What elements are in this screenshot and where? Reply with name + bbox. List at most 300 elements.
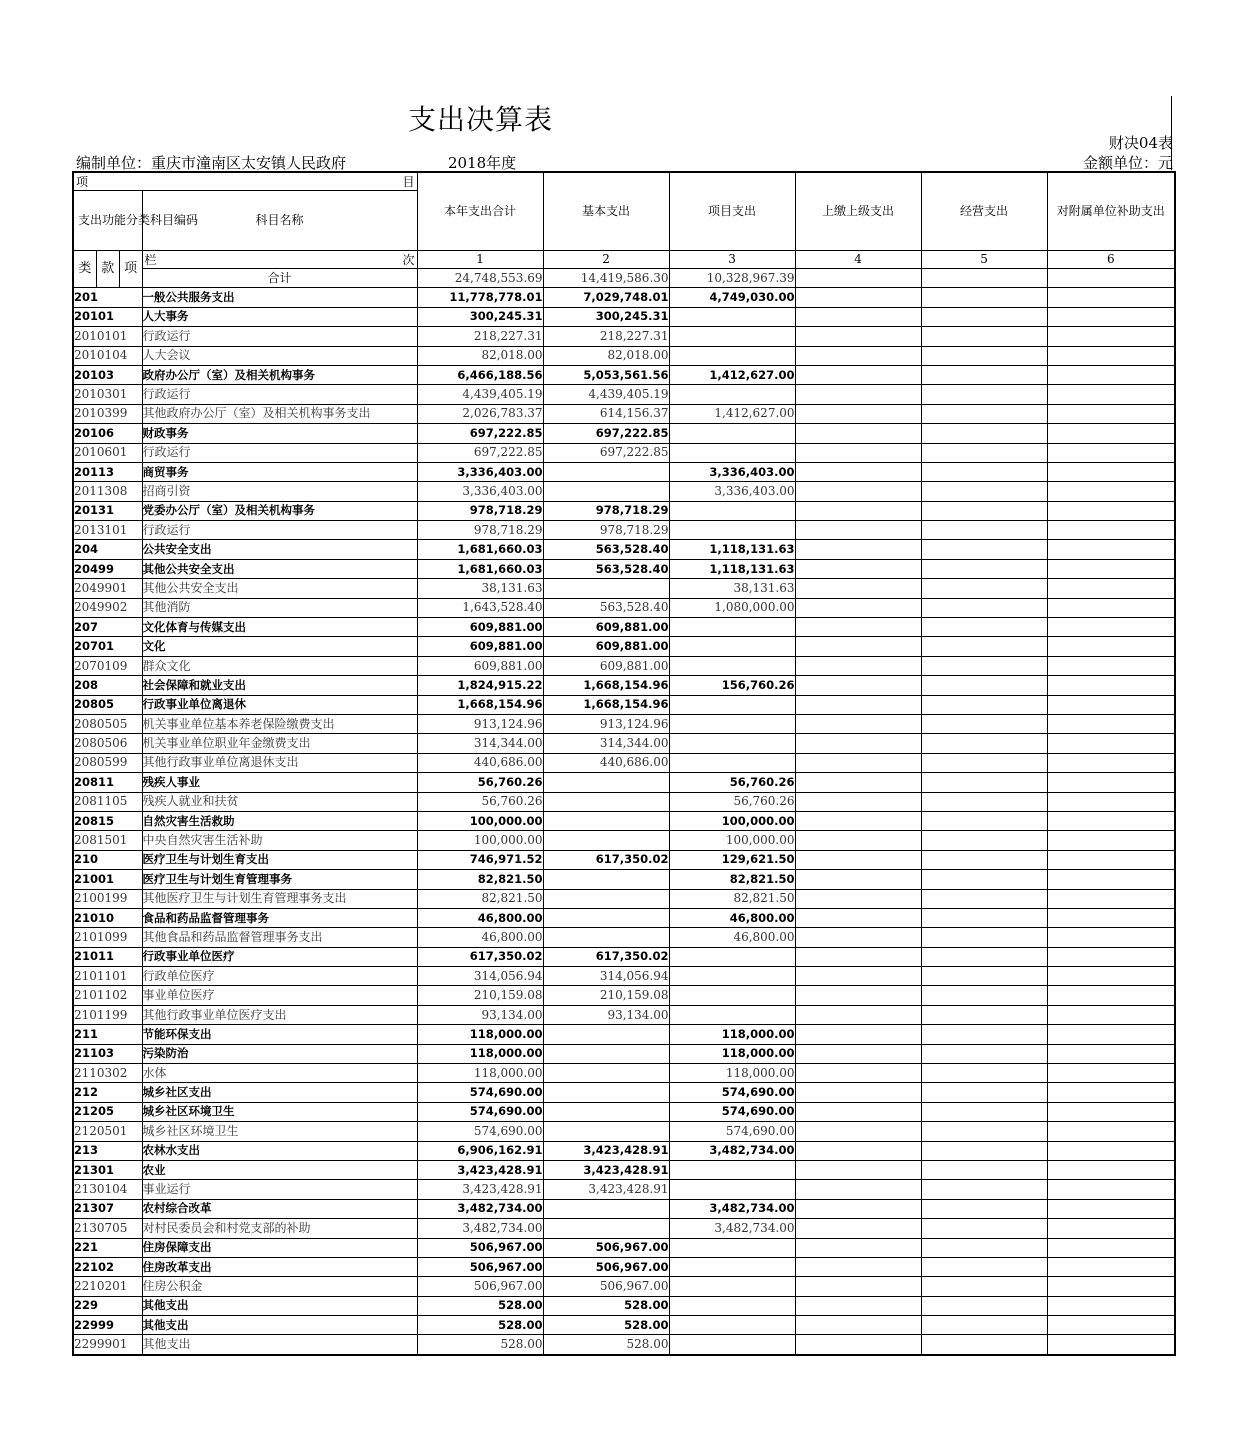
amount-upper [795, 870, 921, 889]
amount-business [921, 908, 1047, 927]
subject-name: 其他消防 [142, 598, 417, 617]
amount-project [669, 1257, 795, 1276]
amount-basic: 314,344.00 [543, 734, 669, 753]
amount-basic: 528.00 [543, 1316, 669, 1335]
amount-upper [795, 1160, 921, 1179]
amount-upper [795, 1296, 921, 1315]
amount-business [921, 695, 1047, 714]
item-label: 项 [124, 261, 138, 276]
col-index-3: 3 [669, 251, 795, 269]
subject-code: 21205 [73, 1102, 142, 1121]
table-row [73, 424, 1175, 443]
amount-project: 100,000.00 [669, 831, 795, 850]
subject-name: 机关事业单位基本养老保险缴费支出 [142, 714, 417, 733]
subject-name: 公共安全支出 [142, 540, 417, 559]
amount-project: 118,000.00 [669, 1064, 795, 1083]
amount-upper [795, 307, 921, 326]
subject-name: 污染防治 [142, 1044, 417, 1063]
amount-business [921, 637, 1047, 656]
amount-subsidy [1047, 928, 1175, 947]
table-row [73, 1025, 1175, 1044]
amount-total: 617,350.02 [417, 947, 543, 966]
table-row [73, 462, 1175, 481]
amount-upper [795, 1199, 921, 1218]
amount-business [921, 1083, 1047, 1102]
table-row [73, 1160, 1175, 1179]
subject-code: 21011 [73, 947, 142, 966]
amount-project: 1,118,131.63 [669, 559, 795, 578]
subject-code: 212 [73, 1083, 142, 1102]
amount-total: 1,681,660.03 [417, 559, 543, 578]
subject-code: 2101101 [73, 967, 142, 986]
amount-upper [795, 1025, 921, 1044]
amount-subsidy [1047, 1335, 1175, 1355]
amount-project: 3,482,734.00 [669, 1219, 795, 1238]
amount-subsidy [1047, 1257, 1175, 1276]
subject-name: 其他政府办公厅（室）及相关机构事务支出 [142, 404, 417, 423]
table-row [73, 676, 1175, 695]
amount-project: 46,800.00 [669, 908, 795, 927]
amount-subsidy [1047, 1277, 1175, 1296]
amount-business [921, 424, 1047, 443]
total-basic: 14,419,586.30 [543, 269, 669, 288]
table-row [73, 579, 1175, 598]
table-row [73, 307, 1175, 326]
amount-total: 528.00 [417, 1335, 543, 1355]
amount-basic [543, 773, 669, 792]
amount-subsidy [1047, 1199, 1175, 1218]
amount-upper [795, 695, 921, 714]
amount-total: 3,423,428.91 [417, 1160, 543, 1179]
table-row [73, 850, 1175, 869]
amount-subsidy [1047, 637, 1175, 656]
subject-name: 行政运行 [142, 327, 417, 346]
amount-subsidy [1047, 695, 1175, 714]
amount-upper [795, 928, 921, 947]
subject-code: 2049902 [73, 598, 142, 617]
amount-total: 746,971.52 [417, 850, 543, 869]
subject-name: 其他医疗卫生与计划生育管理事务支出 [142, 889, 417, 908]
table-row [73, 327, 1175, 346]
table-row [73, 1316, 1175, 1335]
total-project: 10,328,967.39 [669, 269, 795, 288]
amount-basic [543, 1083, 669, 1102]
amount-upper [795, 1335, 921, 1355]
amount-total: 82,018.00 [417, 346, 543, 365]
amount-business [921, 579, 1047, 598]
subject-code: 21001 [73, 870, 142, 889]
amount-basic: 1,668,154.96 [543, 695, 669, 714]
subject-name: 招商引资 [142, 482, 417, 501]
item-header-cell [73, 172, 417, 191]
col-index-6: 6 [1047, 251, 1175, 269]
amount-subsidy [1047, 1005, 1175, 1024]
amount-project [669, 714, 795, 733]
amount-total: 528.00 [417, 1316, 543, 1335]
amount-total: 978,718.29 [417, 521, 543, 540]
subject-code: 20499 [73, 559, 142, 578]
amount-project: 118,000.00 [669, 1044, 795, 1063]
amount-business [921, 443, 1047, 462]
table-row [73, 618, 1175, 637]
amount-basic [543, 1122, 669, 1141]
subject-code: 2010101 [73, 327, 142, 346]
amount-basic [543, 1219, 669, 1238]
col-header-business: 经营支出 [921, 172, 1047, 251]
subject-name: 文化体育与传媒支出 [142, 618, 417, 637]
amount-total: 609,881.00 [417, 618, 543, 637]
amount-business [921, 1044, 1047, 1063]
subject-code: 213 [73, 1141, 142, 1160]
amount-business [921, 811, 1047, 830]
amount-total: 118,000.00 [417, 1044, 543, 1063]
amount-upper [795, 656, 921, 675]
col-left-label: 栏 [144, 253, 157, 267]
amount-business [921, 288, 1047, 307]
subject-name: 其他行政事业单位医疗支出 [142, 1005, 417, 1024]
amount-business [921, 656, 1047, 675]
amount-project: 3,336,403.00 [669, 482, 795, 501]
table-row [73, 385, 1175, 404]
amount-basic: 563,528.40 [543, 598, 669, 617]
amount-upper [795, 947, 921, 966]
total-label: 合计 [142, 269, 417, 288]
amount-upper [795, 288, 921, 307]
subject-name: 城乡社区环境卫生 [142, 1102, 417, 1121]
subject-name: 财政事务 [142, 424, 417, 443]
code-header: 支出功能分类科目编码 [73, 191, 142, 251]
subject-code: 22999 [73, 1316, 142, 1335]
section-label: 款 [97, 251, 120, 287]
subject-code: 2101199 [73, 1005, 142, 1024]
amount-business [921, 734, 1047, 753]
table-row [73, 928, 1175, 947]
amount-upper [795, 618, 921, 637]
amount-total: 210,159.08 [417, 986, 543, 1005]
amount-project: 129,621.50 [669, 850, 795, 869]
amount-project [669, 501, 795, 520]
col-header-total: 本年支出合计 [417, 172, 543, 251]
amount-business [921, 598, 1047, 617]
amount-project: 118,000.00 [669, 1025, 795, 1044]
amount-total: 314,344.00 [417, 734, 543, 753]
amount-upper [795, 385, 921, 404]
subject-code: 21307 [73, 1199, 142, 1218]
amount-basic: 506,967.00 [543, 1238, 669, 1257]
subject-code: 2080599 [73, 753, 142, 772]
amount-business [921, 986, 1047, 1005]
subject-code: 21103 [73, 1044, 142, 1063]
amount-subsidy [1047, 1083, 1175, 1102]
amount-basic [543, 1044, 669, 1063]
amount-upper [795, 1122, 921, 1141]
total-business [921, 269, 1047, 288]
subject-name: 其他支出 [142, 1296, 417, 1315]
amount-upper [795, 559, 921, 578]
amount-upper [795, 986, 921, 1005]
table-row [73, 1083, 1175, 1102]
subject-code: 20101 [73, 307, 142, 326]
amount-subsidy [1047, 1180, 1175, 1199]
table-row [73, 482, 1175, 501]
subject-name: 对村民委员会和村党支部的补助 [142, 1219, 417, 1238]
subject-code: 20701 [73, 637, 142, 656]
subject-name: 其他公共安全支出 [142, 559, 417, 578]
amount-basic: 3,423,428.91 [543, 1180, 669, 1199]
amount-business [921, 1199, 1047, 1218]
table-row [73, 1257, 1175, 1276]
amount-project: 38,131.63 [669, 579, 795, 598]
table-row [73, 734, 1175, 753]
amount-upper [795, 424, 921, 443]
amount-total: 528.00 [417, 1296, 543, 1315]
table-row [73, 656, 1175, 675]
subject-code: 2010301 [73, 385, 142, 404]
table-row [73, 870, 1175, 889]
amount-project [669, 1005, 795, 1024]
amount-subsidy [1047, 734, 1175, 753]
amount-project: 3,336,403.00 [669, 462, 795, 481]
subject-name: 行政运行 [142, 385, 417, 404]
amount-subsidy [1047, 404, 1175, 423]
amount-business [921, 1122, 1047, 1141]
amount-total: 506,967.00 [417, 1277, 543, 1296]
col-right-label: 次 [402, 253, 415, 267]
subject-code: 2110302 [73, 1064, 142, 1083]
amount-subsidy [1047, 1219, 1175, 1238]
table-row [73, 521, 1175, 540]
amount-business [921, 307, 1047, 326]
amount-upper [795, 734, 921, 753]
amount-project: 1,118,131.63 [669, 540, 795, 559]
table-row [73, 346, 1175, 365]
amount-subsidy [1047, 656, 1175, 675]
amount-business [921, 889, 1047, 908]
amount-total: 1,681,660.03 [417, 540, 543, 559]
table-row [73, 792, 1175, 811]
amount-total: 6,906,162.91 [417, 1141, 543, 1160]
amount-basic: 609,881.00 [543, 618, 669, 637]
subject-code: 211 [73, 1025, 142, 1044]
col-index-label-cell [142, 251, 417, 269]
amount-total: 314,056.94 [417, 967, 543, 986]
amount-basic: 5,053,561.56 [543, 365, 669, 384]
table-row [73, 773, 1175, 792]
table-row [73, 986, 1175, 1005]
amount-business [921, 346, 1047, 365]
amount-subsidy [1047, 947, 1175, 966]
subject-code: 2081105 [73, 792, 142, 811]
amount-upper [795, 714, 921, 733]
amount-basic: 528.00 [543, 1296, 669, 1315]
table-row [73, 637, 1175, 656]
amount-basic: 609,881.00 [543, 637, 669, 656]
subject-code: 2101099 [73, 928, 142, 947]
amount-subsidy [1047, 773, 1175, 792]
subject-name: 行政事业单位离退休 [142, 695, 417, 714]
amount-project: 574,690.00 [669, 1102, 795, 1121]
subject-code: 2081501 [73, 831, 142, 850]
amount-upper [795, 598, 921, 617]
name-header: 科目名称 [142, 191, 417, 251]
amount-basic: 506,967.00 [543, 1257, 669, 1276]
table-row [73, 1180, 1175, 1199]
subject-name: 行政运行 [142, 521, 417, 540]
amount-business [921, 540, 1047, 559]
amount-basic: 563,528.40 [543, 540, 669, 559]
amount-basic: 697,222.85 [543, 424, 669, 443]
subject-name: 一般公共服务支出 [142, 288, 417, 307]
amount-upper [795, 1180, 921, 1199]
amount-basic: 218,227.31 [543, 327, 669, 346]
amount-subsidy [1047, 870, 1175, 889]
table-row [73, 540, 1175, 559]
subject-name: 农业 [142, 1160, 417, 1179]
amount-business [921, 1102, 1047, 1121]
subject-code: 20113 [73, 462, 142, 481]
table-row [73, 753, 1175, 772]
subject-name: 食品和药品监督管理事务 [142, 908, 417, 927]
amount-project: 1,412,627.00 [669, 404, 795, 423]
amount-business [921, 967, 1047, 986]
amount-upper [795, 1219, 921, 1238]
amount-subsidy [1047, 521, 1175, 540]
amount-project: 574,690.00 [669, 1122, 795, 1141]
amount-upper [795, 1277, 921, 1296]
subject-name: 政府办公厅（室）及相关机构事务 [142, 365, 417, 384]
amount-upper [795, 365, 921, 384]
amount-business [921, 1025, 1047, 1044]
amount-business [921, 482, 1047, 501]
total-upper [795, 269, 921, 288]
subject-code: 2100199 [73, 889, 142, 908]
subject-code: 208 [73, 676, 142, 695]
amount-subsidy [1047, 908, 1175, 927]
amount-total: 3,336,403.00 [417, 482, 543, 501]
table-row [73, 501, 1175, 520]
subject-code: 21301 [73, 1160, 142, 1179]
amount-project: 56,760.26 [669, 792, 795, 811]
subject-code: 2070109 [73, 656, 142, 675]
amount-basic: 506,967.00 [543, 1277, 669, 1296]
table-row [73, 1238, 1175, 1257]
subject-name: 城乡社区支出 [142, 1083, 417, 1102]
amount-project [669, 618, 795, 637]
amount-subsidy [1047, 1025, 1175, 1044]
amount-project [669, 346, 795, 365]
amount-subsidy [1047, 482, 1175, 501]
subject-code: 20815 [73, 811, 142, 830]
amount-subsidy [1047, 1044, 1175, 1063]
amount-total: 1,668,154.96 [417, 695, 543, 714]
amount-project [669, 734, 795, 753]
amount-subsidy [1047, 967, 1175, 986]
subject-code: 2049901 [73, 579, 142, 598]
amount-subsidy [1047, 462, 1175, 481]
amount-basic [543, 908, 669, 927]
table-row [73, 598, 1175, 617]
subject-name: 机关事业单位职业年金缴费支出 [142, 734, 417, 753]
amount-subsidy [1047, 365, 1175, 384]
table-row [73, 1219, 1175, 1238]
amount-basic [543, 1102, 669, 1121]
amount-subsidy [1047, 501, 1175, 520]
amount-basic: 563,528.40 [543, 559, 669, 578]
amount-subsidy [1047, 1296, 1175, 1315]
amount-business [921, 753, 1047, 772]
amount-total: 609,881.00 [417, 656, 543, 675]
amount-subsidy [1047, 714, 1175, 733]
amount-project: 3,482,734.00 [669, 1199, 795, 1218]
amount-basic [543, 792, 669, 811]
amount-basic: 978,718.29 [543, 501, 669, 520]
amount-project: 156,760.26 [669, 676, 795, 695]
amount-business [921, 1238, 1047, 1257]
amount-subsidy [1047, 811, 1175, 830]
amount-subsidy [1047, 618, 1175, 637]
kind-label: 类 [74, 251, 97, 287]
amount-project: 4,749,030.00 [669, 288, 795, 307]
table-row [73, 1064, 1175, 1083]
total-subsidy [1047, 269, 1175, 288]
amount-basic: 614,156.37 [543, 404, 669, 423]
amount-basic [543, 889, 669, 908]
subject-name: 人大事务 [142, 307, 417, 326]
item-right-label: 目 [402, 175, 415, 189]
subject-name: 自然灾害生活救助 [142, 811, 417, 830]
amount-project [669, 385, 795, 404]
amount-upper [795, 1064, 921, 1083]
amount-subsidy [1047, 986, 1175, 1005]
amount-basic [543, 831, 669, 850]
subject-name: 医疗卫生与计划生育管理事务 [142, 870, 417, 889]
table-row [73, 1122, 1175, 1141]
table-row [73, 695, 1175, 714]
amount-subsidy [1047, 1160, 1175, 1179]
amount-total: 93,134.00 [417, 1005, 543, 1024]
amount-subsidy [1047, 288, 1175, 307]
amount-subsidy [1047, 1064, 1175, 1083]
amount-business [921, 385, 1047, 404]
amount-business [921, 1257, 1047, 1276]
subject-code: 2010399 [73, 404, 142, 423]
subject-code: 2210201 [73, 1277, 142, 1296]
subject-code: 2130104 [73, 1180, 142, 1199]
amount-total: 1,824,915.22 [417, 676, 543, 695]
amount-basic: 314,056.94 [543, 967, 669, 986]
amount-total: 6,466,188.56 [417, 365, 543, 384]
amount-total: 300,245.31 [417, 307, 543, 326]
subject-name: 社会保障和就业支出 [142, 676, 417, 695]
amount-business [921, 676, 1047, 695]
amount-subsidy [1047, 385, 1175, 404]
amount-business [921, 1005, 1047, 1024]
amount-business [921, 773, 1047, 792]
col-header-upper: 上缴上级支出 [795, 172, 921, 251]
subject-name: 残疾人就业和扶贫 [142, 792, 417, 811]
col-index-4: 4 [795, 251, 921, 269]
report-title: 支出决算表 [408, 103, 554, 136]
amount-upper [795, 579, 921, 598]
amount-subsidy [1047, 1102, 1175, 1121]
subject-name: 农林水支出 [142, 1141, 417, 1160]
amount-business [921, 1160, 1047, 1179]
amount-basic: 609,881.00 [543, 656, 669, 675]
amount-total: 574,690.00 [417, 1083, 543, 1102]
subject-code: 210 [73, 850, 142, 869]
table-row [73, 1102, 1175, 1121]
amount-project: 56,760.26 [669, 773, 795, 792]
